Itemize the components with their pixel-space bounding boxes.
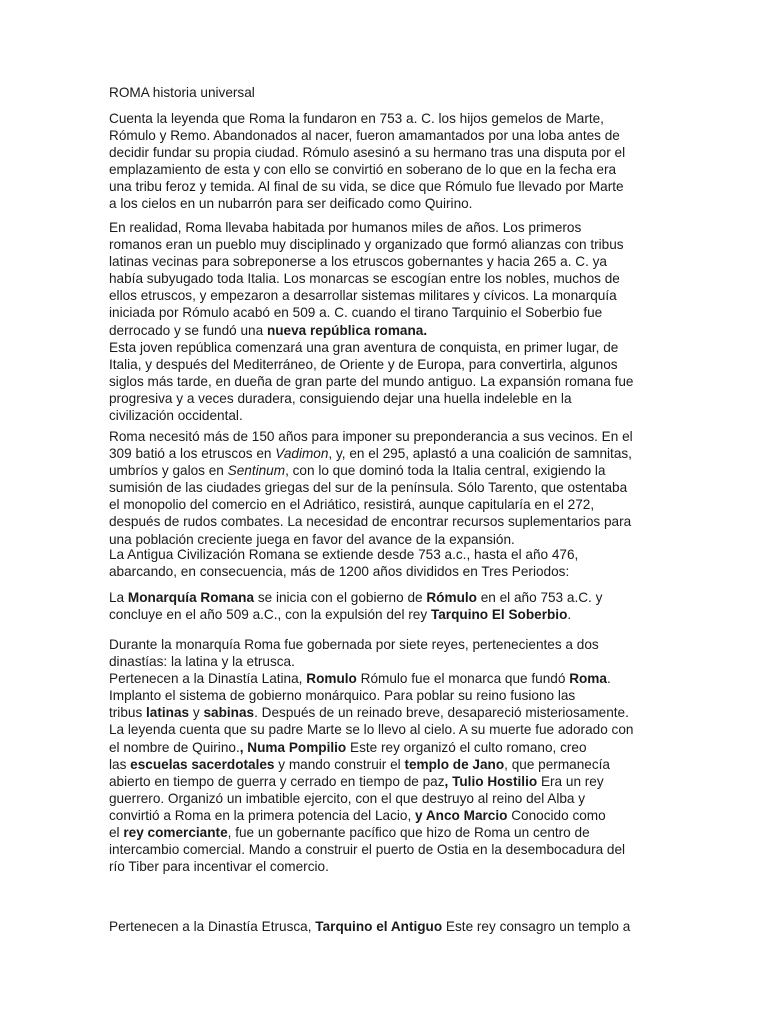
text-run: el — [109, 825, 124, 841]
text-line: iniciada por Rómulo acabó en 509 a. C. cuando el tirano Tarquinio el Soberbio fue — [109, 305, 603, 321]
text-line: río Tiber para incentivar el comercio. — [109, 859, 329, 875]
bold-term: escuelas sacerdotales — [130, 756, 275, 772]
text-line: dinastías: la latina y la etrusca. — [109, 654, 295, 670]
bold-term: sabinas — [203, 705, 255, 721]
text-run: concluye en el año 509 a.C., con la expulsión del rey — [109, 607, 431, 623]
text-line: el monopolio del comercio en el Adriático, resistirá, aunque capitularía en el 272, — [109, 497, 595, 513]
text-run: . — [567, 607, 572, 623]
text-line: había subyugado toda Italia. Los monarcas se escogían entre los nobles, muchos de — [109, 271, 620, 287]
text-line: abarcando, en consecuencia, más de 1200 años divididos en Tres Periodos: — [109, 564, 570, 580]
text-run: derrocado y se fundó una — [109, 322, 267, 338]
text-run: , que permanecía — [504, 756, 610, 772]
text-line: una población creciente juega en favor del avance de la expansión. — [109, 531, 515, 547]
text-line — [109, 807, 633, 824]
text-line: En realidad, Roma llevaba habitada por humanos miles de años. Los primeros — [109, 220, 582, 235]
text-line: a los cielos en un nubarrón para ser deificado como Quirino. — [109, 196, 473, 212]
bold-term: , Tulio Hostilio — [444, 773, 538, 789]
text-line: ellos etruscos, y empezaron a desarrollar sistemas militares y cívicos. La monarquía — [109, 288, 617, 304]
text-run: las — [109, 756, 131, 772]
text-line — [109, 918, 630, 935]
text-run: y mando construir el — [274, 756, 405, 772]
text-line — [109, 704, 633, 721]
bold-term: nueva república romana. — [266, 322, 428, 338]
bold-term: latinas — [146, 705, 190, 721]
text-line: una tribu feroz y temida. Al final de su vida, se dice que Rómulo fue llevado por Marte — [109, 179, 624, 195]
text-run: Era un rey — [537, 773, 604, 789]
text-run: Pertenecen a la Dinastía Etrusca, — [109, 919, 316, 934]
text-line: Implanto el sistema de gobierno monárquico. Para poblar su reino fusiono las — [109, 688, 576, 704]
text-line: intercambio comercial. Mando a construir el puerto de Ostia en la desembocadura del — [109, 842, 626, 858]
text-run: y — [189, 705, 204, 721]
paragraph-expansion — [109, 428, 633, 548]
bold-term: Rómulo — [426, 590, 477, 605]
text-line: Roma necesitó más de 150 años para imponer su preponderancia a sus vecinos. En el — [109, 429, 633, 444]
text-run: La — [109, 590, 128, 605]
text-run: Rómulo fue el monarca que fundó — [356, 671, 570, 687]
text-line — [109, 606, 602, 623]
text-line: latinas vecinas para sobreponerse a los etruscos gobernantes y hacia 265 a. C. ya — [109, 254, 607, 270]
text-line: La leyenda cuenta que su padre Marte se lo llevo al cielo. A su muerte fue adorado con — [109, 722, 634, 738]
text-run: Este rey consagro un templo a — [442, 919, 631, 934]
paragraph-kings — [109, 636, 633, 875]
text-run: . Después de un reinado breve, desapareció misteriosamente. — [254, 705, 629, 721]
paragraph-legend — [109, 110, 625, 213]
text-line: Cuenta la leyenda que Roma la fundaron en 753 a. C. los hijos gemelos de Marte, — [109, 111, 604, 126]
paragraph-etruscan — [109, 918, 630, 935]
italic-term: Vadimon — [275, 446, 329, 462]
text-run: , y, en el 295, aplastó a una coalición de samnitas, — [328, 446, 632, 462]
text-run: Este rey organizó el culto romano, creo — [346, 739, 587, 755]
text-line — [109, 824, 633, 841]
bold-term: , Numa Pompilio — [239, 739, 347, 755]
text-line: después de rudos combates. La necesidad de encontrar recursos suplementarios para — [109, 514, 632, 530]
bold-term: y Anco Marcio — [415, 807, 508, 823]
text-run: , con lo que dominó toda la Italia central, exigiendo la — [285, 463, 606, 479]
bold-term: Tarquino El Soberbio — [430, 607, 568, 623]
text-line — [109, 756, 633, 773]
text-line: Durante la monarquía Roma fue gobernada por siete reyes, pertenecientes a dos — [109, 637, 599, 652]
text-run: . — [606, 671, 611, 687]
text-line: siglos más tarde, en dueña de gran parte del mundo antiguo. La expansión romana fue — [109, 374, 634, 390]
text-line: emplazamiento de esta y con ello se convirtió en soberano de lo que en la fecha era — [109, 162, 617, 178]
text-line: Rómulo y Remo. Abandonados al nacer, fueron amamantados por una loba antes de — [109, 128, 620, 144]
text-run: Pertenecen a la Dinastía Latina, — [109, 671, 307, 687]
bold-term: Romulo — [306, 671, 357, 687]
bold-term: rey comerciante — [123, 825, 228, 841]
text-line — [109, 773, 633, 790]
text-line: sumisión de las ciudades griegas del sur de la península. Sólo Tarento, que ostentaba — [109, 480, 628, 496]
text-line: romanos eran un pueblo muy disciplinado y organizado que formó alianzas con tribus — [109, 237, 624, 253]
text-line: guerrero. Organizó un imbatible ejercito, con el que destruyo al reino del Alba y — [109, 790, 586, 806]
text-line — [109, 445, 633, 462]
bold-term: Tarquino el Antiguo — [315, 919, 443, 934]
bold-term: Roma — [569, 671, 607, 687]
paragraph-reality — [109, 219, 624, 339]
document-title: ROMA historia universal — [109, 85, 255, 100]
bold-term: Monarquía Romana — [127, 590, 255, 605]
paragraph-periods — [109, 546, 578, 580]
text-line: decidir fundar su propia ciudad. Rómulo asesinó a su hermano tras una disputa por el — [109, 145, 626, 161]
text-run: umbríos y galos en — [109, 463, 228, 479]
text-line — [109, 670, 633, 687]
text-line: progresiva y a veces duradera, consiguiendo dejar una huella indeleble en la — [109, 391, 572, 407]
text-run: el nombre de Quirino. — [109, 739, 240, 755]
text-line — [109, 462, 633, 479]
text-run: se inicia con el gobierno de — [254, 590, 427, 605]
text-line: Esta joven república comenzará una gran aventura de conquista, en primer lugar, de — [109, 340, 619, 355]
text-line: civilización occidental. — [109, 408, 243, 424]
text-run: 309 batió a los etruscos en — [109, 446, 276, 462]
bold-term: templo de Jano — [404, 756, 505, 772]
text-line: Italia, y después del Mediterráneo, de Oriente y de Europa, para convertirla, algunos — [109, 357, 618, 373]
text-run: convirtió a Roma en la primera potencia del Lacio, — [109, 807, 416, 823]
text-run: abierto en tiempo de guerra y cerrado en tiempo de paz — [109, 773, 445, 789]
text-line — [109, 322, 624, 339]
paragraph-monarchy — [109, 589, 602, 623]
text-line — [109, 739, 633, 756]
text-run: tribus — [109, 705, 147, 721]
text-run: en el año 753 a.C. y — [476, 590, 603, 605]
text-run: , fue un gobernante pacífico que hizo de Roma un centro de — [227, 825, 590, 841]
text-run: Conocido como — [507, 807, 606, 823]
text-line: La Antigua Civilización Romana se extiende desde 753 a.c., hasta el año 476, — [109, 547, 579, 562]
paragraph-republic — [109, 339, 633, 424]
italic-term: Sentinum — [227, 463, 286, 479]
text-line — [109, 589, 602, 606]
